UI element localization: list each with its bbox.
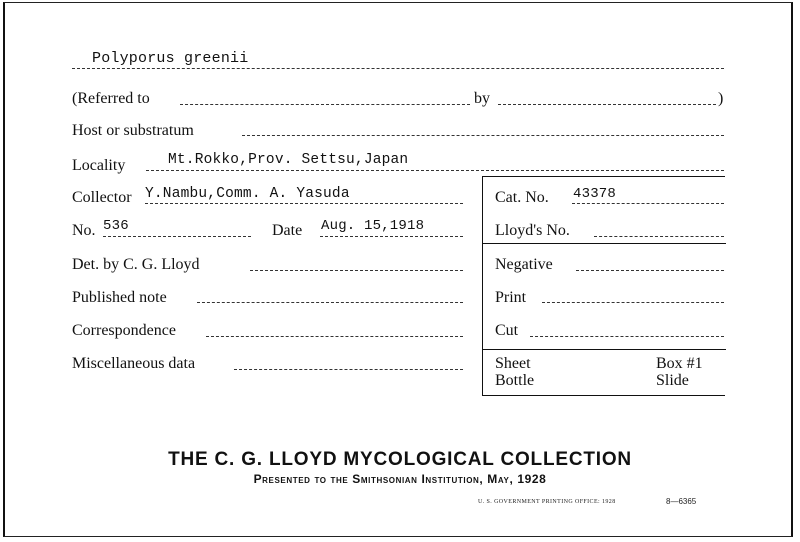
locality-value: Mt.Rokko,Prov. Settsu,Japan xyxy=(168,152,409,168)
published-note-line xyxy=(197,302,463,303)
locality-line xyxy=(146,170,724,171)
no-value: 536 xyxy=(103,218,129,234)
species-name: Polyporus greenii xyxy=(92,50,249,67)
miscellaneous-data-label: Miscellaneous data xyxy=(72,355,196,372)
no-label: No. xyxy=(72,222,96,239)
collector-value: Y.Nambu,Comm. A. Yasuda xyxy=(145,186,350,202)
negative-line xyxy=(576,270,724,271)
catalog-number-value: 43378 xyxy=(573,186,617,202)
no-line xyxy=(103,236,251,237)
print-line xyxy=(542,302,724,303)
printing-office-imprint: U. S. GOVERNMENT PRINTING OFFICE: 1928 xyxy=(478,499,616,505)
box-label: Box #1 xyxy=(656,355,703,372)
by-line xyxy=(498,104,716,105)
cut-label: Cut xyxy=(495,322,519,339)
by-close-paren: ) xyxy=(718,90,724,107)
species-line xyxy=(72,68,724,69)
host-line xyxy=(242,135,724,136)
form-number: 8—6365 xyxy=(666,497,697,506)
host-label: Host or substratum xyxy=(72,122,194,139)
collector-label: Collector xyxy=(72,189,132,206)
panel-divider-upper xyxy=(483,243,726,244)
collector-line xyxy=(145,203,463,204)
referred-to-line xyxy=(180,104,470,105)
determined-by-line xyxy=(250,270,463,271)
catalog-number-label: Cat. No. xyxy=(495,189,549,206)
catalog-number-line xyxy=(572,203,724,204)
referred-to-label: (Referred to xyxy=(72,90,150,107)
negative-label: Negative xyxy=(495,256,553,273)
correspondence-line xyxy=(206,336,463,337)
sheet-label: Sheet xyxy=(495,355,531,372)
lloyds-number-line xyxy=(594,236,724,237)
bottle-label: Bottle xyxy=(495,372,535,389)
collection-subtitle: Presented to the Smithsonian Institution, May, 1928 xyxy=(253,472,547,486)
locality-label: Locality xyxy=(72,157,126,174)
published-note-label: Published note xyxy=(72,289,167,306)
date-line xyxy=(320,236,463,237)
miscellaneous-data-line xyxy=(234,369,463,370)
by-label: by xyxy=(474,90,490,107)
date-value: Aug. 15,1918 xyxy=(321,218,425,234)
correspondence-label: Correspondence xyxy=(72,322,176,339)
cut-line xyxy=(530,336,724,337)
determined-by-label: Det. by C. G. Lloyd xyxy=(72,256,200,273)
slide-label: Slide xyxy=(656,372,689,389)
lloyds-number-label: Lloyd's No. xyxy=(495,222,570,239)
print-label: Print xyxy=(495,289,527,306)
collection-title: THE C. G. LLOYD MYCOLOGICAL COLLECTION xyxy=(168,449,632,470)
panel-divider-lower xyxy=(483,349,726,350)
date-label: Date xyxy=(272,222,303,239)
